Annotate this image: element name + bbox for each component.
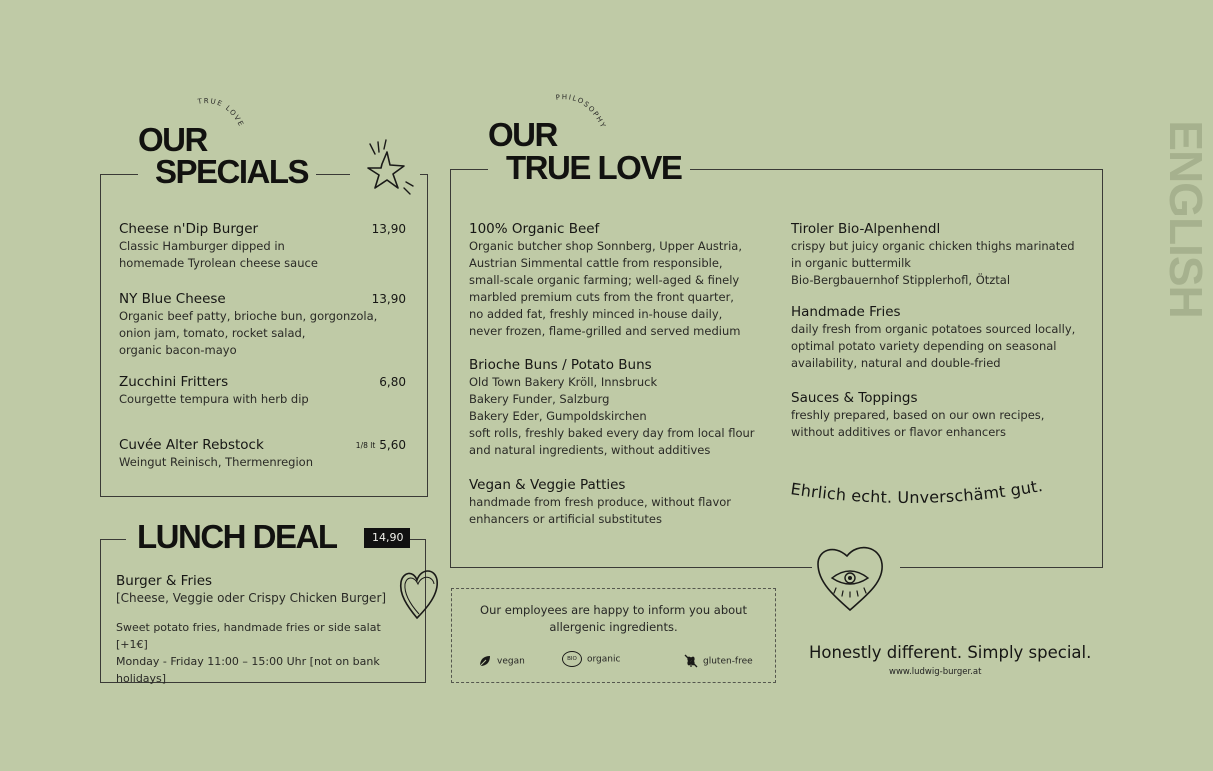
lunch-title: LUNCH DEAL <box>137 518 337 555</box>
item-price: 1/8 lt 5,60 <box>355 438 406 452</box>
legend-label: gluten-free <box>703 656 753 667</box>
item-price: 13,90 <box>371 292 406 306</box>
item-name: Zucchini Fritters <box>119 374 229 390</box>
section-heading: Tiroler Bio-Alpenhendl <box>791 221 941 237</box>
lunch-price-badge: 14,90 <box>364 528 410 548</box>
lunch-options: [Cheese, Veggie oder Crispy Chicken Burger] <box>116 591 387 605</box>
svg-text:TRUE LOVE: TRUE LOVE <box>197 97 246 129</box>
truelove-title-line1: OUR <box>488 116 557 153</box>
item-description: Weingut Reinisch, Thermenregion <box>119 455 314 469</box>
allergen-message: Our employees are happy to inform you about allergenic ingredients. <box>480 603 747 634</box>
truelove-patties <box>469 477 769 528</box>
section-text: handmade from fresh produce, without flavor enhancers or artificial substitutes <box>469 495 732 526</box>
truelove-buns <box>469 357 769 459</box>
lunch-sides: Sweet potato fries, handmade fries or side salat [+1€] <box>116 621 381 651</box>
language-label: ENGLISH <box>1160 120 1212 318</box>
specials-title-line2: SPECIALS <box>155 153 309 190</box>
website-url: www.ludwig-burger.at <box>889 667 982 677</box>
section-heading: Handmade Fries <box>791 304 901 320</box>
allergen-info-box <box>451 588 776 683</box>
truelove-fries <box>791 304 1091 372</box>
legend-organic <box>562 651 620 667</box>
specials-title-line1: OUR <box>138 121 207 158</box>
section-text: daily fresh from organic potatoes sourced locally, optimal potato variety depending on seasonal availability, natural and double-fried <box>791 322 1076 370</box>
star-doodle-icon <box>356 138 418 210</box>
truelove-chicken <box>791 221 1091 289</box>
item-description: Classic Hamburger dipped in homemade Tyrolean cheese sauce <box>119 239 318 270</box>
lunch-name: Burger & Fries <box>116 573 213 589</box>
legend-gluten-free <box>684 654 753 668</box>
section-heading: Brioche Buns / Potato Buns <box>469 357 652 373</box>
lunch-details <box>116 573 406 687</box>
bio-icon: BIO <box>562 651 582 667</box>
item-name: Cheese n'Dip Burger <box>119 221 259 237</box>
heart-eye-icon <box>814 540 886 614</box>
item-price: 6,80 <box>379 375 406 389</box>
item-price: 13,90 <box>371 222 406 236</box>
section-text: Old Town Bakery Kröll, Innsbruck Bakery Funder, Salzburg Bakery Eder, Gumpoldskirchen soft rolls, freshly baked every day from local flour and natural ingredients, without additives <box>469 375 755 457</box>
philosophy-arc-label <box>548 90 618 146</box>
special-item-cuvee <box>119 437 406 471</box>
legend-label: organic <box>587 654 621 665</box>
english-slogan: Honestly different. Simply special. <box>809 643 1092 662</box>
item-description: Organic beef patty, brioche bun, gorgonzola, onion jam, tomato, rocket salad, organic bacon-mayo <box>119 309 378 357</box>
section-text: Organic butcher shop Sonnberg, Upper Austria, Austrian Simmental cattle from responsible, small-scale organic farming; well-aged & finely marbled premium cuts from the front quarter, no added fat, freshly minced in-house daily, never frozen, flame-grilled and served medium <box>469 239 743 338</box>
section-heading: Vegan & Veggie Patties <box>469 477 626 493</box>
special-item-zucchini-fritters <box>119 374 406 408</box>
german-slogan <box>786 470 1086 530</box>
truelove-title-line2: TRUE LOVE <box>506 149 682 186</box>
svg-text:PHILOSOPHY: PHILOSOPHY <box>555 93 608 131</box>
legend-label: vegan <box>497 656 525 667</box>
lunch-hours: Monday - Friday 11:00 – 15:00 Uhr [not on bank holidays] <box>116 655 380 685</box>
legend-vegan <box>478 654 525 668</box>
item-name: NY Blue Cheese <box>119 291 226 307</box>
section-heading: Sauces & Toppings <box>791 390 918 406</box>
section-heading: 100% Organic Beef <box>469 221 600 237</box>
special-item-ny-blue-cheese <box>119 291 406 359</box>
section-text: crispy but juicy organic chicken thighs marinated in organic buttermilk Bio-Bergbauernhof Stipplerhofl, Ötztal <box>791 239 1075 287</box>
section-text: freshly prepared, based on our own recipes, without additives or flavor enhancers <box>791 408 1045 439</box>
leaf-icon <box>478 654 492 668</box>
item-volume: 1/8 lt <box>355 441 376 450</box>
special-item-cheese-dip <box>119 221 406 272</box>
truelove-sauces <box>791 390 1091 441</box>
item-description: Courgette tempura with herb dip <box>119 392 309 406</box>
item-name: Cuvée Alter Rebstock <box>119 437 264 453</box>
wheat-crossed-icon <box>684 654 698 668</box>
svg-text:Ehrlich echt. Unverschämt gut.: Ehrlich echt. Unverschämt gut. <box>789 475 1045 507</box>
truelove-organic-beef <box>469 221 769 340</box>
